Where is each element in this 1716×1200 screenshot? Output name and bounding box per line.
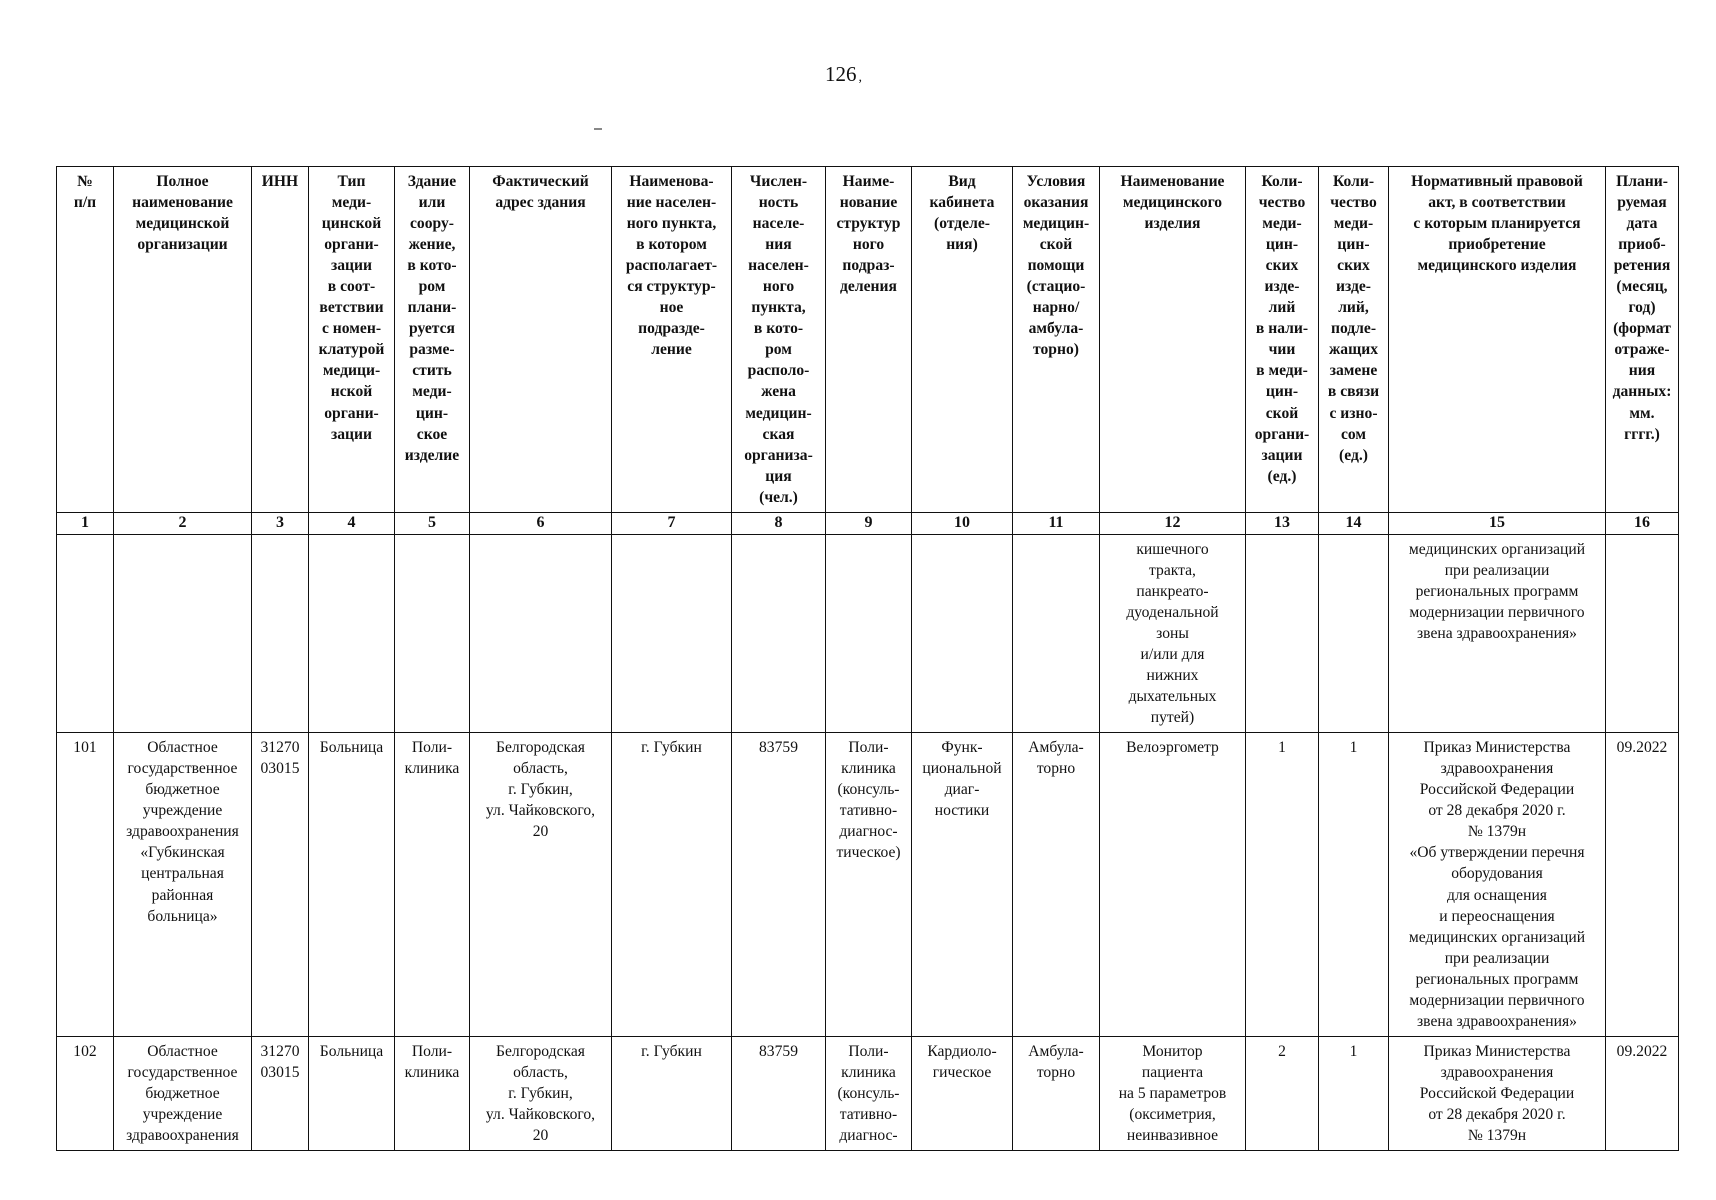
table-row <box>57 1036 1679 1150</box>
table-cell-population: 83759 <box>732 1036 826 1150</box>
header-cell-num: № п/п <box>57 167 114 513</box>
column-number: 11 <box>1013 512 1100 534</box>
header-cell-inn: ИНН <box>252 167 309 513</box>
table-cell-population: 83759 <box>732 733 826 1037</box>
table-cell-settlement: г. Губкин <box>612 1036 732 1150</box>
header-cell-date: Плани- руемая дата приоб- ретения (месяц, год) (формат отраже- ния данных: мм. гггг.) <box>1606 167 1679 513</box>
table-cell <box>826 534 912 732</box>
column-number: 14 <box>1319 512 1389 534</box>
header-cell-legal-act: Нормативный правовой акт, в соответствии с которым планируется приобретение медицинского изделия <box>1389 167 1606 513</box>
table-cell-building: Поли- клиника <box>395 733 470 1037</box>
table-row-continuation <box>57 534 1679 732</box>
column-number: 9 <box>826 512 912 534</box>
table-cell-org-type: Больница <box>309 733 395 1037</box>
table-cell <box>1319 534 1389 732</box>
header-cell-qty-available: Коли- чество меди- цин- ских изде- лий в нали- чии в меди- цин- ской органи- зации (ед.) <box>1246 167 1319 513</box>
header-cell-conditions: Условия оказания медицин- ской помощи (стацио- нарно/ амбула- торно) <box>1013 167 1100 513</box>
scan-mark <box>594 128 602 130</box>
column-number: 10 <box>912 512 1013 534</box>
table-cell <box>1606 534 1679 732</box>
column-number: 3 <box>252 512 309 534</box>
header-cell-org-type: Тип меди- цинской органи- зации в соот- ветствии с номен- клатурой медици- нской органи- зации <box>309 167 395 513</box>
table-cell-cabinet: Функ- циональной диаг- ностики <box>912 733 1013 1037</box>
table-cell-num: 101 <box>57 733 114 1037</box>
table-cell <box>1246 534 1319 732</box>
column-number: 8 <box>732 512 826 534</box>
column-number: 7 <box>612 512 732 534</box>
table-cell <box>309 534 395 732</box>
table-cell-date: 09.2022 <box>1606 1036 1679 1150</box>
table-cell-address: Белгородская область, г. Губкин, ул. Чайковского, 20 <box>470 733 612 1037</box>
column-number: 5 <box>395 512 470 534</box>
table-cell-inn: 31270 03015 <box>252 1036 309 1150</box>
column-number-row <box>57 512 1679 534</box>
table-cell-address: Белгородская область, г. Губкин, ул. Чайковского, 20 <box>470 1036 612 1150</box>
header-cell-device: Наименование медицинского изделия <box>1100 167 1246 513</box>
column-number: 2 <box>114 512 252 534</box>
column-number: 4 <box>309 512 395 534</box>
table-cell-building: Поли- клиника <box>395 1036 470 1150</box>
table-cell-legal-act: медицинских организаций при реализации региональных программ модернизации первичного звена здравоохранения» <box>1389 534 1606 732</box>
table-cell-inn: 31270 03015 <box>252 733 309 1037</box>
table-cell-org: Областное государственное бюджетное учреждение здравоохранения «Губкинская центральная районная больница» <box>114 733 252 1037</box>
table-cell <box>612 534 732 732</box>
table-cell-num: 102 <box>57 1036 114 1150</box>
table-cell-cabinet: Кардиоло- гическое <box>912 1036 1013 1150</box>
medical-equipment-table <box>56 166 1679 1151</box>
table-cell-org: Областное государственное бюджетное учреждение здравоохранения <box>114 1036 252 1150</box>
page-number: 126 , <box>825 62 862 86</box>
header-cell-org: Полное наименование медицинской организации <box>114 167 252 513</box>
table-cell <box>114 534 252 732</box>
column-number: 16 <box>1606 512 1679 534</box>
header-cell-population: Числен- ность населе- ния населен- ного пункта, в кото- ром располо- жена медицин- ская организа- ция (чел.) <box>732 167 826 513</box>
table-cell-legal-act: Приказ Министерства здравоохранения Российской Федерации от 28 декабря 2020 г. № 1379н «Об утверждении перечня оборудования для оснащения и переоснащения медицинских организаций при реализации региональных программ модернизации первичного звена здравоохранения» <box>1389 733 1606 1037</box>
table-cell-device: Монитор пациента на 5 параметров (оксиметрия, неинвазивное <box>1100 1036 1246 1150</box>
table-cell-settlement: г. Губкин <box>612 733 732 1037</box>
table-cell <box>732 534 826 732</box>
table-cell-conditions: Амбула- торно <box>1013 733 1100 1037</box>
table-cell <box>470 534 612 732</box>
table-cell-qty-available: 2 <box>1246 1036 1319 1150</box>
table-cell-unit: Поли- клиника (консуль- тативно- диагнос- <box>826 1036 912 1150</box>
header-cell-address: Фактический адрес здания <box>470 167 612 513</box>
header-cell-building: Здание или соору- жение, в кото- ром плани- руется разме- стить меди- цин- ское изделие <box>395 167 470 513</box>
column-number: 15 <box>1389 512 1606 534</box>
table-cell <box>57 534 114 732</box>
table-cell-date: 09.2022 <box>1606 733 1679 1037</box>
column-number: 12 <box>1100 512 1246 534</box>
table-cell-device: кишечного тракта, панкреато- дуоденальной зоны и/или для нижних дыхательных путей) <box>1100 534 1246 732</box>
header-cell-settlement: Наименова- ние населен- ного пункта, в котором располагает- ся структур- ное подразде- ление <box>612 167 732 513</box>
table-cell <box>252 534 309 732</box>
table-cell-org-type: Больница <box>309 1036 395 1150</box>
table-cell-qty-replace: 1 <box>1319 1036 1389 1150</box>
header-cell-unit: Наиме- нование структур ного подраз- деления <box>826 167 912 513</box>
table-cell-legal-act: Приказ Министерства здравоохранения Российской Федерации от 28 декабря 2020 г. № 1379н <box>1389 1036 1606 1150</box>
table-cell-conditions: Амбула- торно <box>1013 1036 1100 1150</box>
table-cell <box>912 534 1013 732</box>
table-cell <box>395 534 470 732</box>
table-cell-device: Велоэргометр <box>1100 733 1246 1037</box>
column-number: 13 <box>1246 512 1319 534</box>
table-cell-qty-replace: 1 <box>1319 733 1389 1037</box>
header-cell-cabinet: Вид кабинета (отделе- ния) <box>912 167 1013 513</box>
table-cell <box>1013 534 1100 732</box>
table-row <box>57 733 1679 1037</box>
column-number: 6 <box>470 512 612 534</box>
header-cell-qty-replace: Коли- чество меди- цин- ских изде- лий, подле- жащих замене в связи с изно- сом (ед.) <box>1319 167 1389 513</box>
table-cell-unit: Поли- клиника (консуль- тативно- диагнос- тическое) <box>826 733 912 1037</box>
header-row <box>57 167 1679 513</box>
page-number-mark: , <box>858 70 862 85</box>
table-cell-qty-available: 1 <box>1246 733 1319 1037</box>
column-number: 1 <box>57 512 114 534</box>
